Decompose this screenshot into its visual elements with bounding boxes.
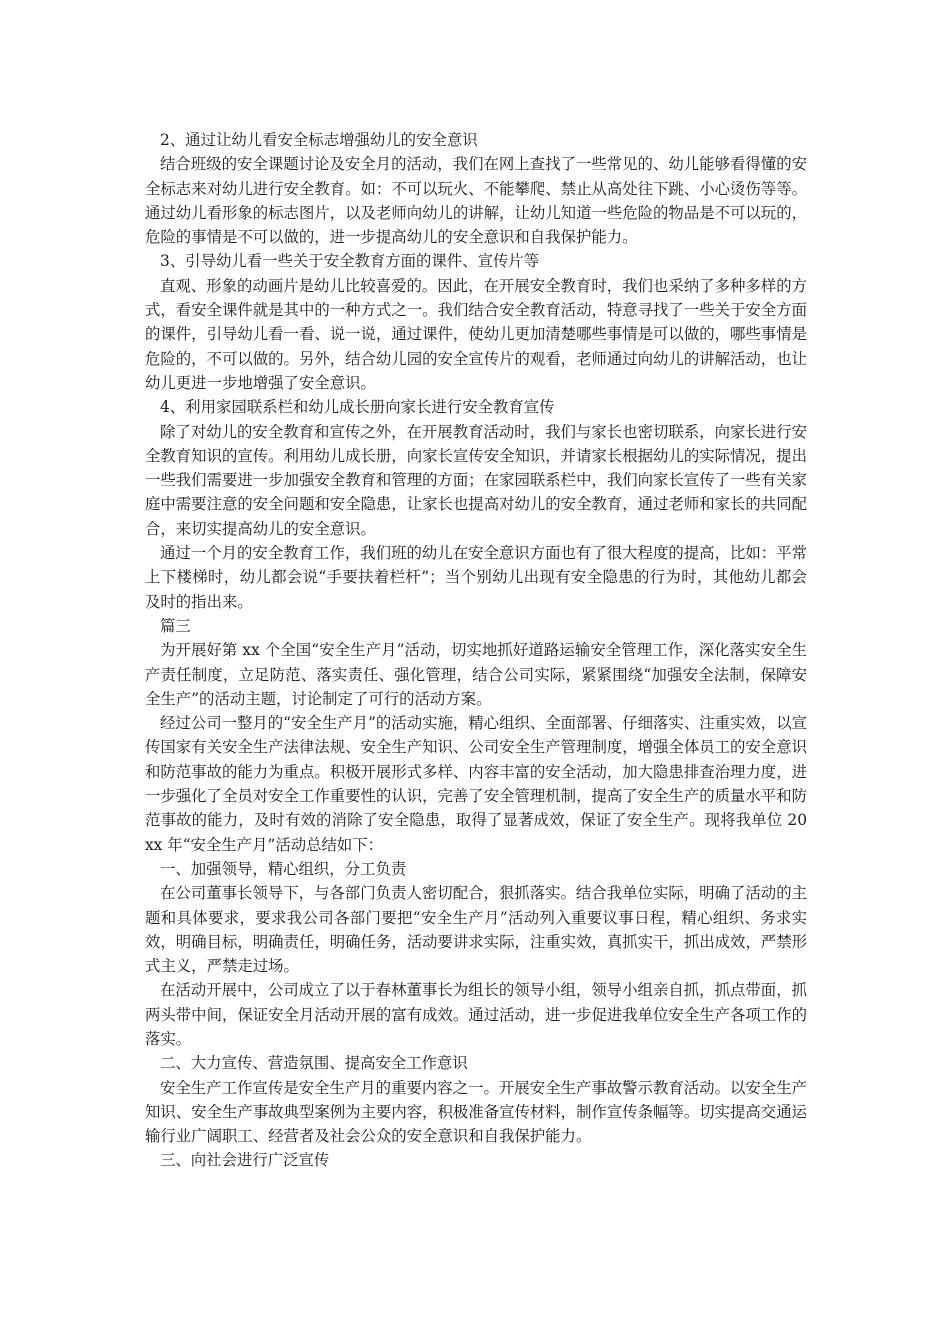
paragraph: 在活动开展中，公司成立了以于春林董事长为组长的领导小组，领导小组亲自抓，抓点带面，抓两头带中间，保证安全月活动开展的富有成效。通过活动，进一步促进我单位安全生产各项工作的落实。 (145, 981, 807, 1048)
paragraph: 在公司董事长领导下，与各部门负责人密切配合，狠抓落实。结合我单位实际，明确了活动的主题和具体要求，要求我公司各部门要把“安全生产月”活动列入重要议事日程，精心组织、务求实效，明确目标，明确责任，明确任务，活动要讲求实际，注重实效，真抓实干，抓出成效，严禁形式主义，严禁走过场。 (145, 884, 807, 976)
section-heading: 3、引导幼儿看一些关于安全教育方面的课件、宣传片等 (160, 252, 540, 271)
section-heading: 2、通过让幼儿看安全标志增强幼儿的安全意识 (160, 131, 478, 149)
paragraph: 通过一个月的安全教育工作，我们班的幼儿在安全意识方面也有了很大程度的提高，比如：平常上下楼梯时，幼儿都会说“手要扶着栏杆”；当个别幼儿出现有安全隐患的行为时，其他幼儿都会及时的指出来。 (145, 544, 807, 611)
paragraph: 经过公司一整月的“安全生产月”的活动实施，精心组织、全面部署、仔细落实、注重实效，以宣传国家有关安全生产法律法规、安全生产知识、公司安全生产管理制度，增强全体员工的安全意识和防范事故的能力为重点。积极开展形式多样、内容丰富的安全活动，加大隐患排查治理力度，进一步强化了全员对安全工作重要性的认识，完善了安全管理机制，提高了安全生产的质量水平和防范事故的能力，及时有效的消除了安全隐患，取得了显著成效，保证了安全生产。现将我单位 20xx 年“安全生产月”活动总结如下： (145, 714, 807, 854)
paragraph: 除了对幼儿的安全教育和宣传之外，在开展教育活动时，我们与家长也密切联系，向家长进行安全教育知识的宣传。利用幼儿成长册，向家长宣传安全知识，并请家长根据幼儿的实际情况，提出一些我们需要进一步加强安全教育和管理的方面；在家园联系栏中，我们向家长宣传了一些有关家庭中需要注意的安全问题和安全隐患，让家长也提高对幼儿的安全教育，通过老师和家长的共同配合，来切实提高幼儿的安全意识。 (145, 422, 807, 538)
part-heading: 篇三 (160, 616, 191, 635)
section-heading: 三、向社会进行广泛宣传 (160, 1151, 330, 1170)
paragraph: 为开展好第 xx 个全国“安全生产月”活动，切实地抓好道路运输安全管理工作，深化落实安全生产责任制度，立足防范、落实责任、强化管理，结合公司实际，紧紧围绕“加强安全法制，保障安全生产”的活动主题，讨论制定了可行的活动方案。 (145, 641, 807, 708)
paragraph: 安全生产工作宣传是安全生产月的重要内容之一。开展安全生产事故警示教育活动。以安全生产知识、安全生产事故典型案例为主要内容，积极准备宣传材料，制作宣传条幅等。切实提高交通运输行业广阔职工、经营者及社会公众的安全意识和自我保护能力。 (145, 1078, 807, 1146)
section-heading: 二、大力宣传、营造氛围、提高安全工作意识 (160, 1054, 468, 1073)
paragraph: 结合班级的安全课题讨论及安全月的活动，我们在网上查找了一些常见的、幼儿能够看得懂的安全标志来对幼儿进行安全教育。如：不可以玩火、不能攀爬、禁止从高处往下跳、小心烫伤等等。通过幼儿看形象的标志图片，以及老师向幼儿的讲解，让幼儿知道一些危险的物品是不可以玩的，危险的事情是不可以做的，进一步提高幼儿的安全意识和自我保护能力。 (145, 155, 807, 247)
section-heading: 4、利用家园联系栏和幼儿成长册向家长进行安全教育宣传 (160, 398, 555, 417)
document-body (145, 128, 807, 1173)
section-heading: 一、加强领导，精心组织，分工负责 (160, 859, 407, 878)
paragraph: 直观、形象的动画片是幼儿比较喜爱的。因此，在开展安全教育时，我们也采纳了多种多样的方式，看安全课件就是其中的一种方式之一。我们结合安全教育活动，特意寻找了一些关于安全方面的课件，引导幼儿看一看、说一说，通过课件，使幼儿更加清楚哪些事情是可以做的，哪些事情是危险的，不可以做的。另外，结合幼儿园的安全宣传片的观看，老师通过向幼儿的讲解活动，也让幼儿更进一步地增强了安全意识。 (145, 276, 807, 392)
